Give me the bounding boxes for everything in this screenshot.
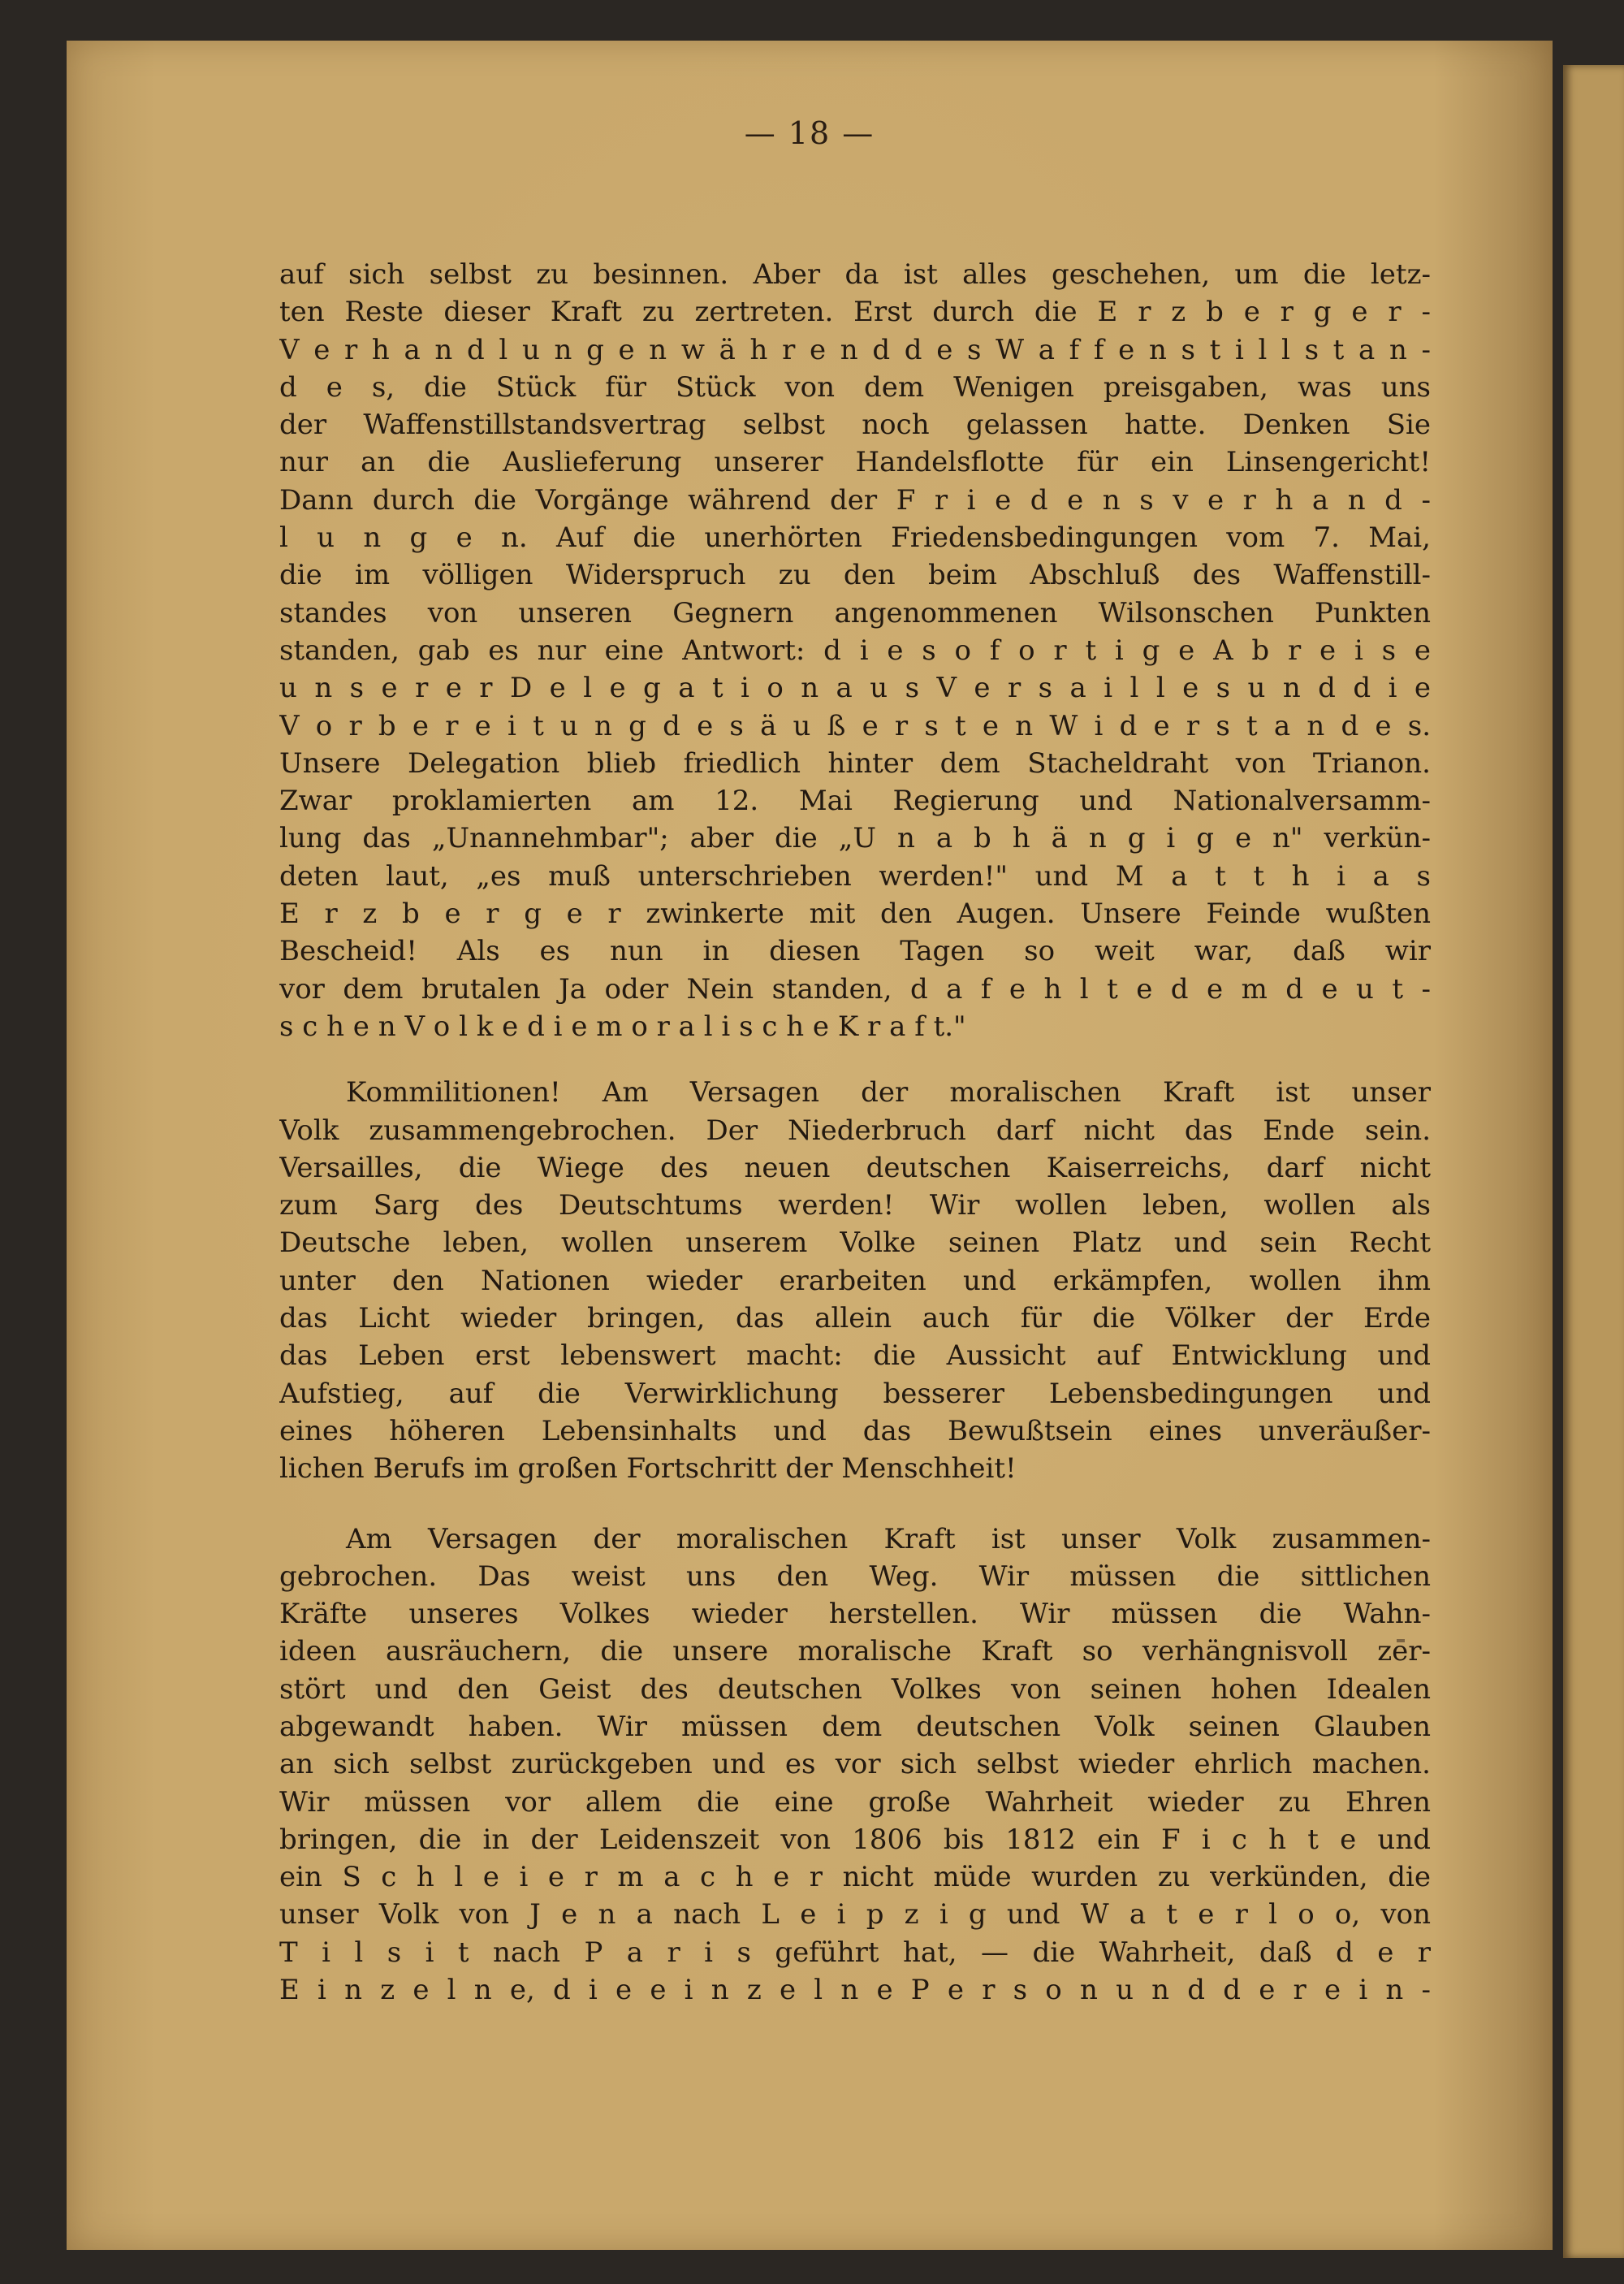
paragraph-2 [279,1074,1431,1487]
text-line: abgewandt haben. Wir müssen dem deutschen Volk seinen Glauben [279,1710,1431,1743]
text-line: Wir müssen vor allem die eine große Wahrheit wieder zu Ehren [279,1785,1431,1819]
text-line: standen, gab es nur eine Antwort: d i e s o f o r t i g e A b r e i s e [279,634,1431,667]
text-line: Unsere Delegation blieb friedlich hinter dem Stacheldraht von Trianon. [279,746,1431,780]
text-line: das Licht wieder bringen, das allein auch für die Völker der Erde [279,1302,1431,1335]
paragraph-1 [279,256,1431,1045]
text-line: E i n z e l n e, d i e e i n z e l n e P e r s o n u n d d e r e i n - [279,1974,1431,2007]
text-line: ein S c h l e i e r m a c h e r nicht müde wurden zu verkünden, die [279,1861,1431,1894]
text-line: unser Volk von J e n a nach L e i p z i g und W a t e r l o o, von [279,1898,1431,1931]
text-line: Aufstieg, auf die Verwirklichung besserer Lebensbedingungen und [279,1377,1431,1410]
text-line: deten laut, „es muß unterschrieben werden!" und M a t t h i a s [279,859,1431,893]
text-line: unter den Nationen wieder erarbeiten und erkämpfen, wollen ihm [279,1264,1431,1297]
text-line: Zwar proklamierten am 12. Mai Regierung und Nationalversamm- [279,785,1431,818]
facing-page-edge [1563,65,1624,2258]
text-line: Deutsche leben, wollen unserem Volke seinen Platz und sein Recht [279,1226,1431,1260]
text-line: u n s e r e r D e l e g a t i o n a u s V e r s a i l l e s u n d d i e [279,672,1431,705]
text-line: Volk zusammengebrochen. Der Niederbruch darf nicht das Ende sein. [279,1114,1431,1147]
text-line: Dann durch die Vorgänge während der F r i e d e n s v e r h a n d - [279,483,1431,517]
text-line: Versailles, die Wiege des neuen deutschen Kaiserreichs, darf nicht [279,1151,1431,1184]
text-line: Am Versagen der moralischen Kraft ist unser Volk zusammen- [346,1522,1431,1555]
text-line: an sich selbst zurückgeben und es vor sich selbst wieder ehrlich machen. [279,1748,1431,1781]
paragraph-3 [279,1521,1431,2009]
text-line: l u n g e n. Auf die unerhörten Friedensbedingungen vom 7. Mai, [279,521,1431,555]
text-line: zum Sarg des Deutschtums werden! Wir wollen leben, wollen als [279,1189,1431,1222]
text-line: Bescheid! Als es nun in diesen Tagen so weit war, daß wir [279,935,1431,968]
text-line: ideen ausräuchern, die unsere moralische Kraft so verhängnisvoll zer- [279,1635,1431,1668]
text-line: T i l s i t nach P a r i s geführt hat, — die Wahrheit, daß d e r [279,1936,1431,1969]
text-line: das Leben erst lebenswert macht: die Aussicht auf Entwicklung und [279,1339,1431,1373]
text-line: V o r b e r e i t u n g d e s ä u ß e r s t e n W i d e r s t a n d e s. [279,709,1431,742]
text-line: s c h e n V o l k e d i e m o r a l i s c h e K r a f t." [279,1010,966,1043]
text-line: Kommilitionen! Am Versagen der moralischen Kraft ist unser [346,1076,1431,1110]
text-line: stört und den Geist des deutschen Volkes von seinen hohen Idealen [279,1672,1431,1706]
page-number: — 18 — [744,115,875,151]
text-line: auf sich selbst zu besinnen. Aber da ist alles geschehen, um die letz- [279,258,1431,291]
text-line: standes von unseren Gegnern angenommenen Wilsonschen Punkten [279,596,1431,629]
text-line: Kräfte unseres Volkes wieder herstellen. Wir müssen die Wahn- [279,1598,1431,1631]
text-line: bringen, die in der Leidenszeit von 1806 bis 1812 ein F i c h t e und [279,1823,1431,1856]
text-line: lung das „Unannehmbar"; aber die „U n a b h ä n g i g e n" verkün- [279,822,1431,855]
text-line: E r z b e r g e r zwinkerte mit den Augen. Unsere Feinde wußten [279,898,1431,931]
text-line: lichen Berufs im großen Fortschritt der Menschheit! [279,1452,1017,1486]
text-line: der Waffenstillstandsvertrag selbst noch gelassen hatte. Denken Sie [279,409,1431,442]
book-page [67,41,1553,2250]
text-line: nur an die Auslieferung unserer Handelsflotte für ein Linsengericht! [279,446,1431,479]
text-line: vor dem brutalen Ja oder Nein standen, d a f e h l t e d e m d e u t - [279,972,1431,1006]
text-line: die im völligen Widerspruch zu den beim Abschluß des Waffenstill- [279,559,1431,592]
text-line: V e r h a n d l u n g e n w ä h r e n d d e s W a f f e n s t i l l s t a n - [279,333,1431,366]
text-line: d e s, die Stück für Stück von dem Wenigen preisgaben, was uns [279,370,1431,404]
text-line: eines höheren Lebensinhalts und das Bewußtsein eines unveräußer- [279,1414,1431,1447]
text-line: ten Reste dieser Kraft zu zertreten. Erst durch die E r z b e r g e r - [279,296,1431,329]
body-text [279,256,1431,2009]
text-line: gebrochen. Das weist uns den Weg. Wir müssen die sittlichen [279,1559,1431,1593]
